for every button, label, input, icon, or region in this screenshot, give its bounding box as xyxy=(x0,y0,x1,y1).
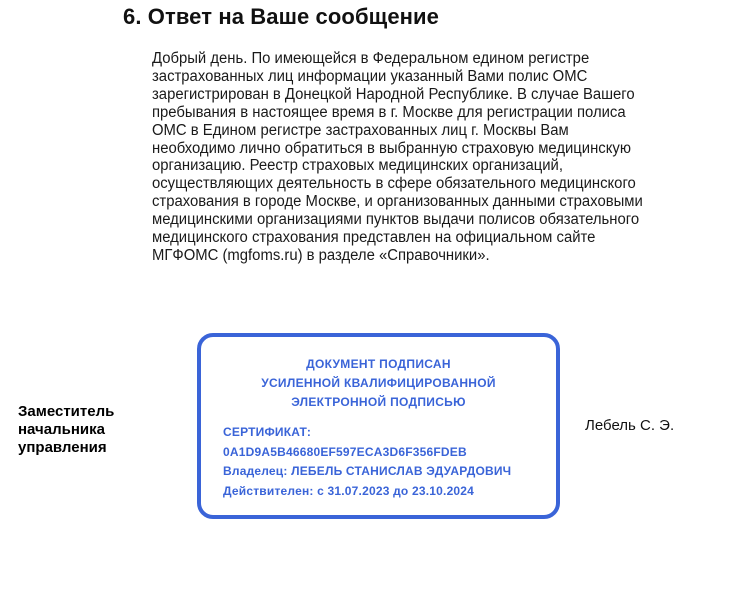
stamp-heading xyxy=(201,355,556,412)
response-line: организацию. Реестр страховых медицинских организаций, xyxy=(152,157,563,175)
stamp-details xyxy=(223,423,511,501)
response-line: необходимо лично обратиться в выбранную страховую медицинскую xyxy=(152,139,631,157)
stamp-heading-line: ДОКУМЕНТ ПОДПИСАН xyxy=(306,357,451,371)
electronic-signature-stamp xyxy=(197,333,560,519)
certificate-label: СЕРТИФИКАТ: xyxy=(223,425,312,439)
signer-position-line: управления xyxy=(18,439,107,456)
response-line: Добрый день. По имеющейся в Федеральном едином регистре xyxy=(152,50,590,67)
response-line: медицинского страхования представлен на официальном сайте xyxy=(152,229,596,247)
signer-name: Лебель С. Э. xyxy=(585,417,675,434)
stamp-heading-line: ЭЛЕКТРОННОЙ ПОДПИСЬЮ xyxy=(291,395,466,409)
certificate-owner: Владелец: ЛЕБЕЛЬ СТАНИСЛАВ ЭДУАРДОВИЧ xyxy=(223,464,512,478)
response-line: зарегистрирован в Донецкой Народной Республике. В случае Вашего xyxy=(152,85,635,103)
response-line: пребывания в настоящее время в г. Москве для регистрации полиса xyxy=(152,103,626,121)
certificate-number: 0A1D9A5B46680EF597ECA3D6F356FDEB xyxy=(223,444,467,459)
response-line: МГФОМС (mgfoms.ru) в разделе «Справочники». xyxy=(152,246,490,264)
signer-position-line: Заместитель xyxy=(18,403,115,420)
response-line: осуществляющих деятельность в сфере обязательного медицинского xyxy=(152,175,636,193)
stamp-heading-line: УСИЛЕННОЙ КВАЛИФИЦИРОВАННОЙ xyxy=(261,376,496,390)
response-line: застрахованных лиц информации указанный Вами полис ОМС xyxy=(152,67,588,85)
signer-position-line: начальника xyxy=(18,421,105,438)
response-line: страхования в городе Москве, и организованных данными страховыми xyxy=(152,193,643,211)
section-title: 6. Ответ на Ваше сообщение xyxy=(123,4,440,29)
signer-position xyxy=(18,403,114,457)
certificate-validity: Действителен: с 31.07.2023 до 23.10.2024 xyxy=(223,483,475,498)
response-line: ОМС в Едином регистре застрахованных лиц г. Москвы Вам xyxy=(152,121,569,139)
response-line: медицинскими организациями пунктов выдачи полисов обязательного xyxy=(152,211,640,229)
response-text xyxy=(152,50,712,265)
